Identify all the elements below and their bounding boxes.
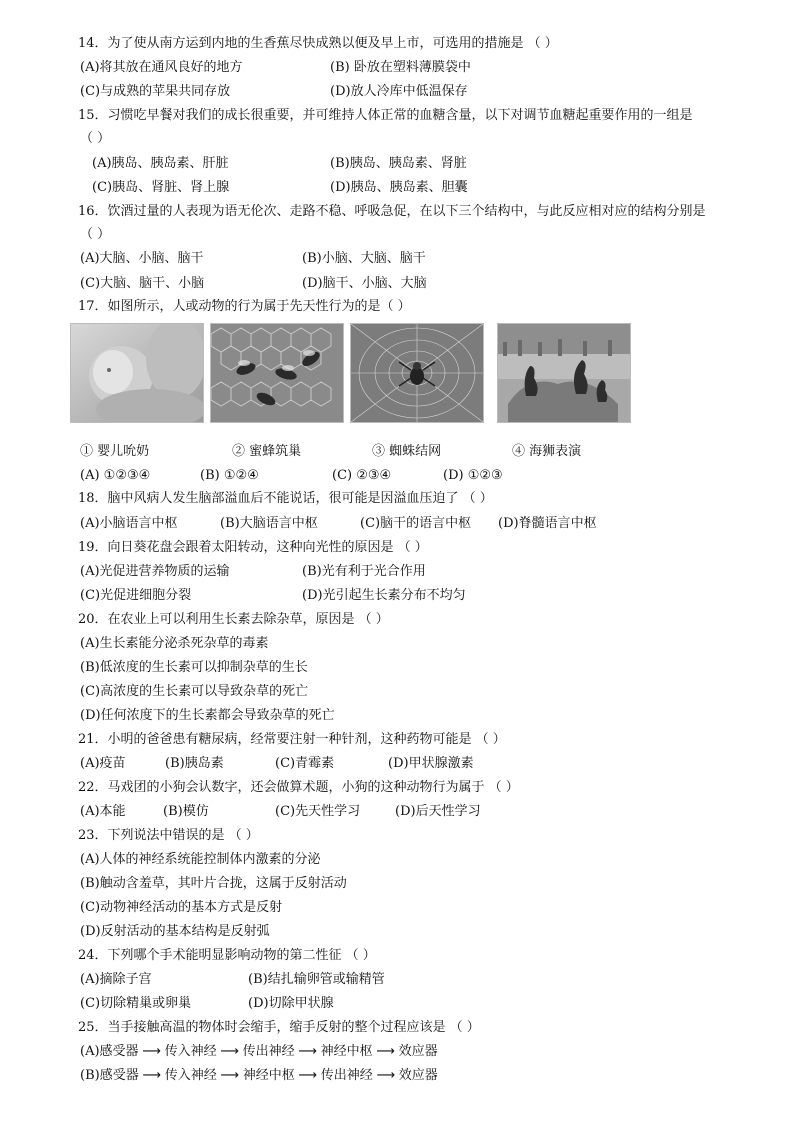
reflex-step: 神经中枢 bbox=[242, 1068, 295, 1083]
q14-option-d: (D)放人冷库中低温保存 bbox=[330, 84, 468, 99]
reflex-step: 传入神经 bbox=[164, 1068, 217, 1083]
q15-option-b: (B)胰岛、胰岛素、肾脏 bbox=[330, 156, 467, 171]
q20-option-a: (A)生长素能分泌杀死杂草的毒素 bbox=[80, 636, 269, 651]
q23-option-d: (D)反射活动的基本结构是反射弧 bbox=[80, 924, 270, 939]
q25-option-b-label: (B) bbox=[80, 1068, 100, 1083]
q17-option-a: (A) ①②③④ bbox=[80, 468, 151, 483]
q16-stem: 16．饮酒过量的人表现为语无伦次、走路不稳、呼吸急促，在以下三个结构中，与此反应相对应的结构分别是 bbox=[78, 204, 706, 219]
q24-option-a: (A)摘除子宫 bbox=[80, 972, 152, 987]
q14-option-c: (C)与成熟的苹果共同存放 bbox=[80, 84, 231, 99]
reflex-step: 传出神经 bbox=[242, 1044, 295, 1059]
q17-caption-1: ① 婴儿吮奶 bbox=[80, 444, 150, 459]
reflex-step: 传入神经 bbox=[164, 1044, 217, 1059]
q17-caption-2: ② 蜜蜂筑巢 bbox=[232, 444, 302, 459]
q18-option-a: (A)小脑语言中枢 bbox=[80, 516, 178, 531]
q22-option-a: (A)本能 bbox=[80, 804, 126, 819]
q24-option-b: (B)结扎输卵管或输精管 bbox=[248, 972, 385, 987]
q19-option-a: (A)光促进营养物质的运输 bbox=[80, 564, 230, 579]
q23-option-a: (A)人体的神经系统能控制体内激素的分泌 bbox=[80, 852, 321, 867]
q19-option-b: (B)光有利于光合作用 bbox=[302, 564, 426, 579]
baby-nursing-photo bbox=[70, 323, 204, 423]
arrow-right-icon: ⟶ bbox=[298, 1068, 318, 1083]
reflex-step: 传出神经 bbox=[320, 1068, 373, 1083]
q15-stem-bracket: （ ） bbox=[80, 131, 111, 146]
q17-stem: 17．如图所示，人或动物的行为属于先天性行为的是（ ） bbox=[78, 299, 411, 314]
q14-option-b: (B) 卧放在塑料薄膜袋中 bbox=[330, 60, 471, 75]
q20-option-c: (C)高浓度的生长素可以导致杂草的死亡 bbox=[80, 684, 309, 699]
q22-option-c: (C)先天性学习 bbox=[275, 804, 361, 819]
q20-stem: 20．在农业上可以利用生长素去除杂草，原因是 （ ） bbox=[78, 612, 389, 627]
reflex-step: 效应器 bbox=[398, 1044, 438, 1059]
q16-option-c: (C)大脑、脑干、小脑 bbox=[80, 276, 205, 291]
q20-option-b: (B)低浓度的生长素可以抑制杂草的生长 bbox=[80, 660, 308, 675]
arrow-right-icon: ⟶ bbox=[142, 1068, 162, 1083]
reflex-step: 感受器 bbox=[99, 1068, 139, 1083]
arrow-right-icon: ⟶ bbox=[376, 1044, 395, 1059]
sea-lion-show-photo bbox=[497, 323, 631, 423]
q17-caption-3: ③ 蜘蛛结网 bbox=[372, 444, 442, 459]
q22-stem: 22．马戏团的小狗会认数字，还会做算术题，小狗的这种动物行为属于 （ ） bbox=[78, 780, 519, 795]
q21-option-d: (D)甲状腺激素 bbox=[388, 756, 474, 771]
q21-stem: 21．小明的爸爸患有糖尿病，经常要注射一种针剂，这种药物可能是 （ ） bbox=[78, 732, 506, 747]
bees-honeycomb-photo bbox=[210, 323, 344, 423]
q23-stem: 23．下列说法中错误的是 （ ） bbox=[78, 828, 259, 843]
q23-option-c: (C)动物神经活动的基本方式是反射 bbox=[80, 900, 283, 915]
q20-option-d: (D)任何浓度下的生长素都会导致杂草的死亡 bbox=[80, 708, 335, 723]
q16-option-a: (A)大脑、小脑、脑干 bbox=[80, 251, 204, 266]
arrow-right-icon: ⟶ bbox=[220, 1068, 240, 1083]
q25-stem: 25．当手接触高温的物体时会缩手，缩手反射的整个过程应该是 （ ） bbox=[78, 1020, 480, 1035]
q22-option-b: (B)模仿 bbox=[163, 804, 209, 819]
q18-stem: 18．脑中风病人发生脑部溢血后不能说话，很可能是因溢血压迫了 （ ） bbox=[78, 491, 493, 506]
q17-caption-4: ④ 海狮表演 bbox=[512, 444, 582, 459]
arrow-right-icon: ⟶ bbox=[220, 1044, 239, 1059]
q16-stem-bracket: （ ） bbox=[80, 227, 111, 242]
q21-option-a: (A)疫苗 bbox=[80, 756, 126, 771]
q24-stem: 24．下列哪个手术能明显影响动物的第二性征 （ ） bbox=[78, 948, 376, 963]
q14-option-a: (A)将其放在通风良好的地方 bbox=[80, 60, 243, 75]
q25-option-a-label: (A) bbox=[80, 1044, 100, 1059]
q19-option-d: (D)光引起生长素分布不均匀 bbox=[302, 588, 466, 603]
q24-option-c: (C)切除精巢或卵巢 bbox=[80, 996, 192, 1011]
q19-stem: 19．向日葵花盘会跟着太阳转动，这种向光性的原因是 （ ） bbox=[78, 540, 428, 555]
q17-option-b: (B) ①②④ bbox=[200, 468, 259, 483]
q19-option-c: (C)光促进细胞分裂 bbox=[80, 588, 192, 603]
q16-option-d: (D)脑干、小脑、大脑 bbox=[302, 276, 427, 291]
arrow-right-icon: ⟶ bbox=[376, 1068, 396, 1083]
q14-stem: 14．为了使从南方运到内地的生香蕉尽快成熟以便及早上市，可选用的措施是 （ ） bbox=[78, 36, 558, 51]
q23-option-b: (B)触动含羞草，其叶片合拢，这属于反射活动 bbox=[80, 876, 347, 891]
q18-option-d: (D)脊髓语言中枢 bbox=[498, 516, 597, 531]
q17-option-c: (C) ②③④ bbox=[332, 468, 392, 483]
q21-option-b: (B)胰岛素 bbox=[165, 756, 224, 771]
reflex-step: 神经中枢 bbox=[320, 1044, 373, 1059]
q15-option-d: (D)胰岛、胰岛素、胆囊 bbox=[330, 180, 468, 195]
q25-option-a bbox=[80, 1043, 438, 1061]
reflex-step: 效应器 bbox=[398, 1068, 438, 1083]
q24-option-d: (D)切除甲状腺 bbox=[248, 996, 334, 1011]
q21-option-c: (C)青霉素 bbox=[275, 756, 335, 771]
q15-option-c: (C)胰岛、肾脏、肾上腺 bbox=[92, 180, 230, 195]
q15-stem: 15．习惯吃早餐对我们的成长很重要，并可维持人体正常的血糖含量，以下对调节血糖起重要作用的一组是 bbox=[78, 108, 693, 123]
arrow-right-icon: ⟶ bbox=[298, 1044, 317, 1059]
q16-option-b: (B)小脑、大脑、脑干 bbox=[302, 251, 426, 266]
arrow-right-icon: ⟶ bbox=[142, 1044, 161, 1059]
q18-option-b: (B)大脑语言中枢 bbox=[220, 516, 318, 531]
spider-web-photo bbox=[350, 323, 484, 423]
reflex-step: 感受器 bbox=[99, 1044, 139, 1059]
q17-option-d: (D) ①②③ bbox=[443, 468, 503, 483]
q18-option-c: (C)脑干的语言中枢 bbox=[360, 516, 472, 531]
q15-option-a: (A)胰岛、胰岛素、肝脏 bbox=[92, 156, 229, 171]
q22-option-d: (D)后天性学习 bbox=[395, 804, 481, 819]
q25-option-b bbox=[80, 1067, 438, 1085]
